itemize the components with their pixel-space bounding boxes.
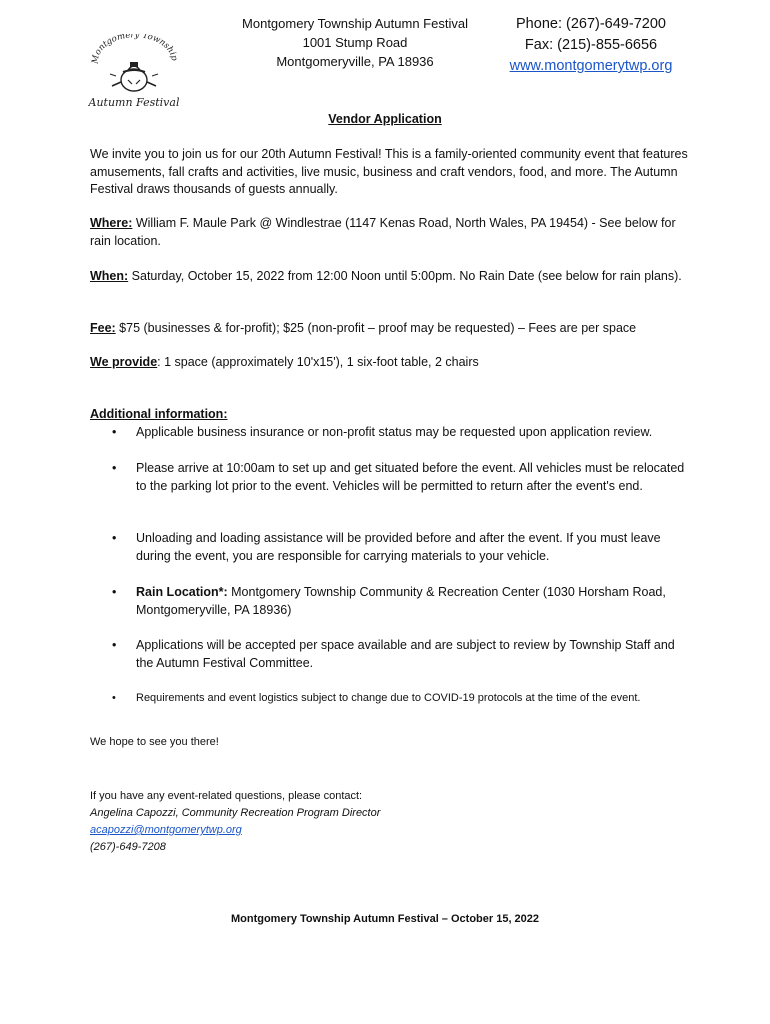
logo-text-top: Montgomery Township [90,34,180,65]
intro-paragraph: We invite you to join us for our 20th Autumn Festival! This is a family-oriented community event that features amusements, fall crafts and activities, live music, business and craft vendors, food, and more. The Autumn Festival draws thousands of guests annually. [90,147,688,196]
org-line-city: Montgomeryville, PA 18936 [276,54,434,69]
phone-number: Phone: (267)-649-7200 [516,16,666,32]
provide-label: We provide [90,355,158,369]
list-item [112,690,692,708]
logo-text-bottom: Autumn Festival [88,96,180,109]
festival-logo [88,34,180,110]
org-line-name: Montgomery Township Autumn Festival [242,16,468,31]
when-label: When: [90,269,129,283]
list-item [112,460,692,495]
list-item [112,530,692,565]
svg-text:Montgomery Township [90,34,179,65]
website-link[interactable]: www.montgomerytwp.org [509,58,673,74]
bullet-icon: • [112,692,116,704]
list-item-text: Applicable business insurance or non-profit status may be requested upon application review. [136,425,653,439]
rain-location-text: Montgomery Township Community & Recreation Center (1030 Horsham Road, Montgomeryville, PA 18936) [136,585,666,617]
contact-info [90,788,690,856]
list-item-text: Applications will be accepted per space available and are subject to review by Township Staff and the Autumn Festival Committee. [136,638,675,670]
bullet-icon: • [112,425,117,439]
rain-location-label: Rain Location*: [136,585,228,599]
contact-name: Angelina Capozzi, Community Recreation Program Director [90,807,381,819]
contact-phone: (267)-649-7208 [90,841,166,853]
header-contact [498,14,684,77]
bullet-icon: • [112,461,117,475]
provide-text: : 1 space (approximately 10'x15'), 1 six-foot table, 2 chairs [157,355,479,369]
list-item [112,424,692,442]
bullet-icon: • [112,585,117,599]
fee-label: Fee: [90,321,116,335]
contact-prompt: If you have any event-related questions, please contact: [90,790,363,802]
fee-text: $75 (businesses & for-profit); $25 (non-profit – proof may be requested) – Fees are per space [115,321,637,335]
closing-line: We hope to see you there! [90,736,219,748]
page-footer: Montgomery Township Autumn Festival – October 15, 2022 [230,913,540,925]
where-text: William F. Maule Park @ Windlestrae (1147 Kenas Road, North Wales, PA 19454) - See below for rain location. [90,216,676,248]
fee-paragraph [90,320,690,338]
where-label: Where: [90,216,133,230]
when-paragraph [90,268,690,286]
list-item [112,584,692,619]
fax-number: Fax: (215)-855-6656 [524,37,658,53]
bullet-icon: • [112,531,117,545]
when-text: Saturday, October 15, 2022 from 12:00 Noon until 5:00pm. No Rain Date (see below for rain plans). [128,269,682,283]
where-paragraph [90,215,690,250]
list-item-text: Requirements and event logistics subject to change due to COVID-19 protocols at the time of the event. [136,692,641,704]
document-title: Vendor Application [328,112,442,126]
org-line-street: 1001 Stump Road [302,35,408,50]
organization-address [200,14,510,71]
contact-email-link[interactable]: acapozzi@montgomerytwp.org [90,824,242,836]
list-item-text [136,584,692,619]
list-item [112,637,692,672]
list-item-text: Unloading and loading assistance will be provided before and after the event. If you must leave during the event, you are responsible for carrying materials to your vehicle. [136,531,661,563]
list-item-text: Please arrive at 10:00am to set up and get situated before the event. All vehicles must be relocated to the parking lot prior to the event. Vehicles will be permitted to return after the event's end. [136,461,685,493]
provide-paragraph [90,354,690,372]
additional-heading: Additional information: [90,407,228,421]
bullet-icon: • [112,638,117,652]
